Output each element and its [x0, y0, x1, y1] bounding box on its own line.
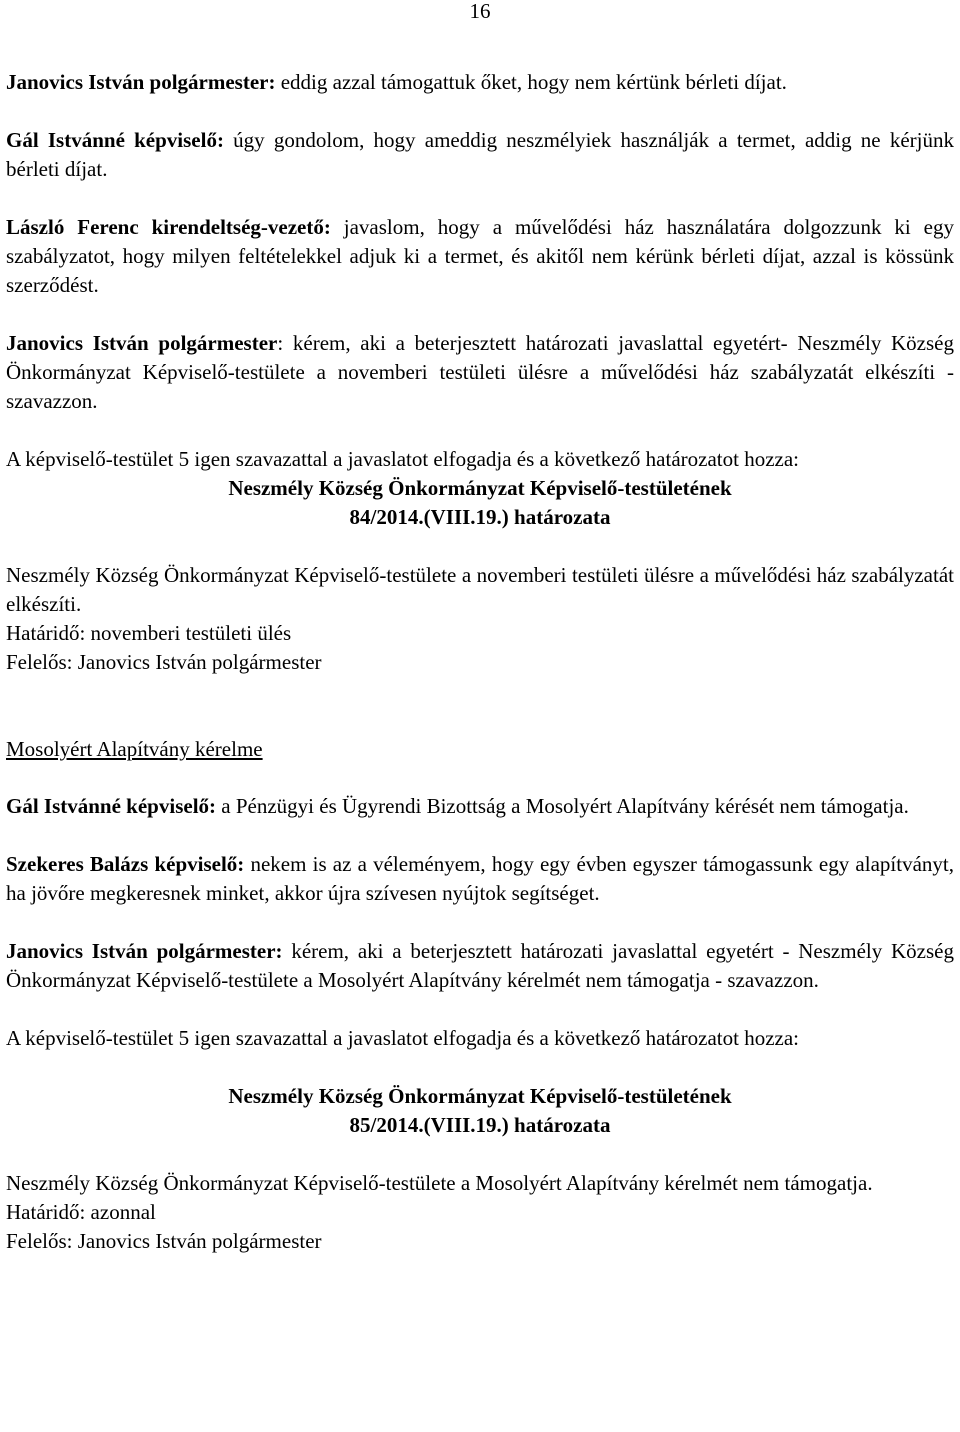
paragraph-text: javaslom, hogy a művelődési ház használatára dolgozzunk ki egy szabályzatot, hogy milyen feltételekkel adjuk ki a termet, és akitől nem kérünk bérleti díjat, azzal is kössünk szerződést.	[6, 215, 954, 297]
paragraph-vote-1: A képviselő-testület 5 igen szavazattal a javaslatot elfogadja és a következő határozatot hozza:	[6, 447, 799, 471]
paragraph-laszlo	[6, 213, 954, 300]
resolution-1-responsible: Felelős: Janovics István polgármester	[6, 650, 322, 674]
paragraph-text: : kérem, aki a beterjesztett határozati javaslattal egyetért- Neszmély Község Önkormányzat Képviselő-testülete a novemberi testületi ülésre a művelődési ház szabályzatát elkészíti - szavazzon.	[6, 331, 954, 413]
document-body	[6, 68, 954, 1256]
paragraph-mayor-1	[6, 68, 954, 97]
speaker-name: Szekeres Balázs képviselő:	[6, 852, 245, 876]
speaker-name: Janovics István polgármester:	[6, 939, 283, 963]
resolution-2-responsible: Felelős: Janovics István polgármester	[6, 1229, 322, 1253]
resolution-2-body: Neszmély Község Önkormányzat Képviselő-testülete a Mosolyért Alapítvány kérelmét nem támogatja.	[6, 1171, 873, 1195]
paragraph-text: eddig azzal támogattuk őket, hogy nem kértünk bérleti díjat.	[275, 70, 787, 94]
paragraph-text: nekem is az a véleményem, hogy egy évben egyszer támogassunk egy alapítványt, ha jövőre megkeresnek minket, akkor újra szívesen nyújtok segítséget.	[6, 852, 954, 905]
paragraph-szekeres	[6, 850, 954, 908]
paragraph-text: a Pénzügyi és Ügyrendi Bizottság a Mosolyért Alapítvány kérését nem támogatja.	[216, 794, 909, 818]
speaker-name: László Ferenc kirendeltség-vezető:	[6, 215, 331, 239]
speaker-name: Gál Istvánné képviselő:	[6, 128, 224, 152]
speaker-name: Janovics István polgármester	[6, 331, 278, 355]
page-number: 16	[469, 0, 491, 23]
speaker-name: Gál Istvánné képviselő:	[6, 794, 217, 818]
paragraph-text: kérem, aki a beterjesztett határozati javaslattal egyetért - Neszmély Község Önkormányzat Képviselő-testülete a Mosolyért Alapítvány kérelmét nem támogatja - szavazzon.	[6, 939, 954, 992]
paragraph-text: úgy gondolom, hogy ameddig neszmélyiek használják a termet, addig ne kérjünk bérleti díjat.	[6, 128, 954, 181]
resolution-2-deadline: Határidő: azonnal	[6, 1200, 156, 1224]
resolution-2-number: 85/2014.(VIII.19.) határozata	[349, 1113, 611, 1137]
resolution-1-title: Neszmély Község Önkormányzat Képviselő-testületének	[228, 476, 732, 500]
paragraph-vote-2: A képviselő-testület 5 igen szavazattal a javaslatot elfogadja és a következő határozatot hozza:	[6, 1026, 799, 1050]
paragraph-gal-1	[6, 126, 954, 184]
paragraph-gal-2	[6, 792, 954, 821]
resolution-2-title: Neszmély Község Önkormányzat Képviselő-testületének	[228, 1084, 732, 1108]
paragraph-mayor-2	[6, 329, 954, 416]
section-title: Mosolyért Alapítvány kérelme	[6, 737, 263, 761]
resolution-1-deadline: Határidő: novemberi testületi ülés	[6, 621, 292, 645]
resolution-1-number: 84/2014.(VIII.19.) határozata	[349, 505, 611, 529]
resolution-1-body: Neszmély Község Önkormányzat Képviselő-testülete a novemberi testületi ülésre a művelődési ház szabályzatát elkészíti.	[6, 563, 954, 616]
paragraph-mayor-3	[6, 937, 954, 995]
speaker-name: Janovics István polgármester:	[6, 70, 276, 94]
